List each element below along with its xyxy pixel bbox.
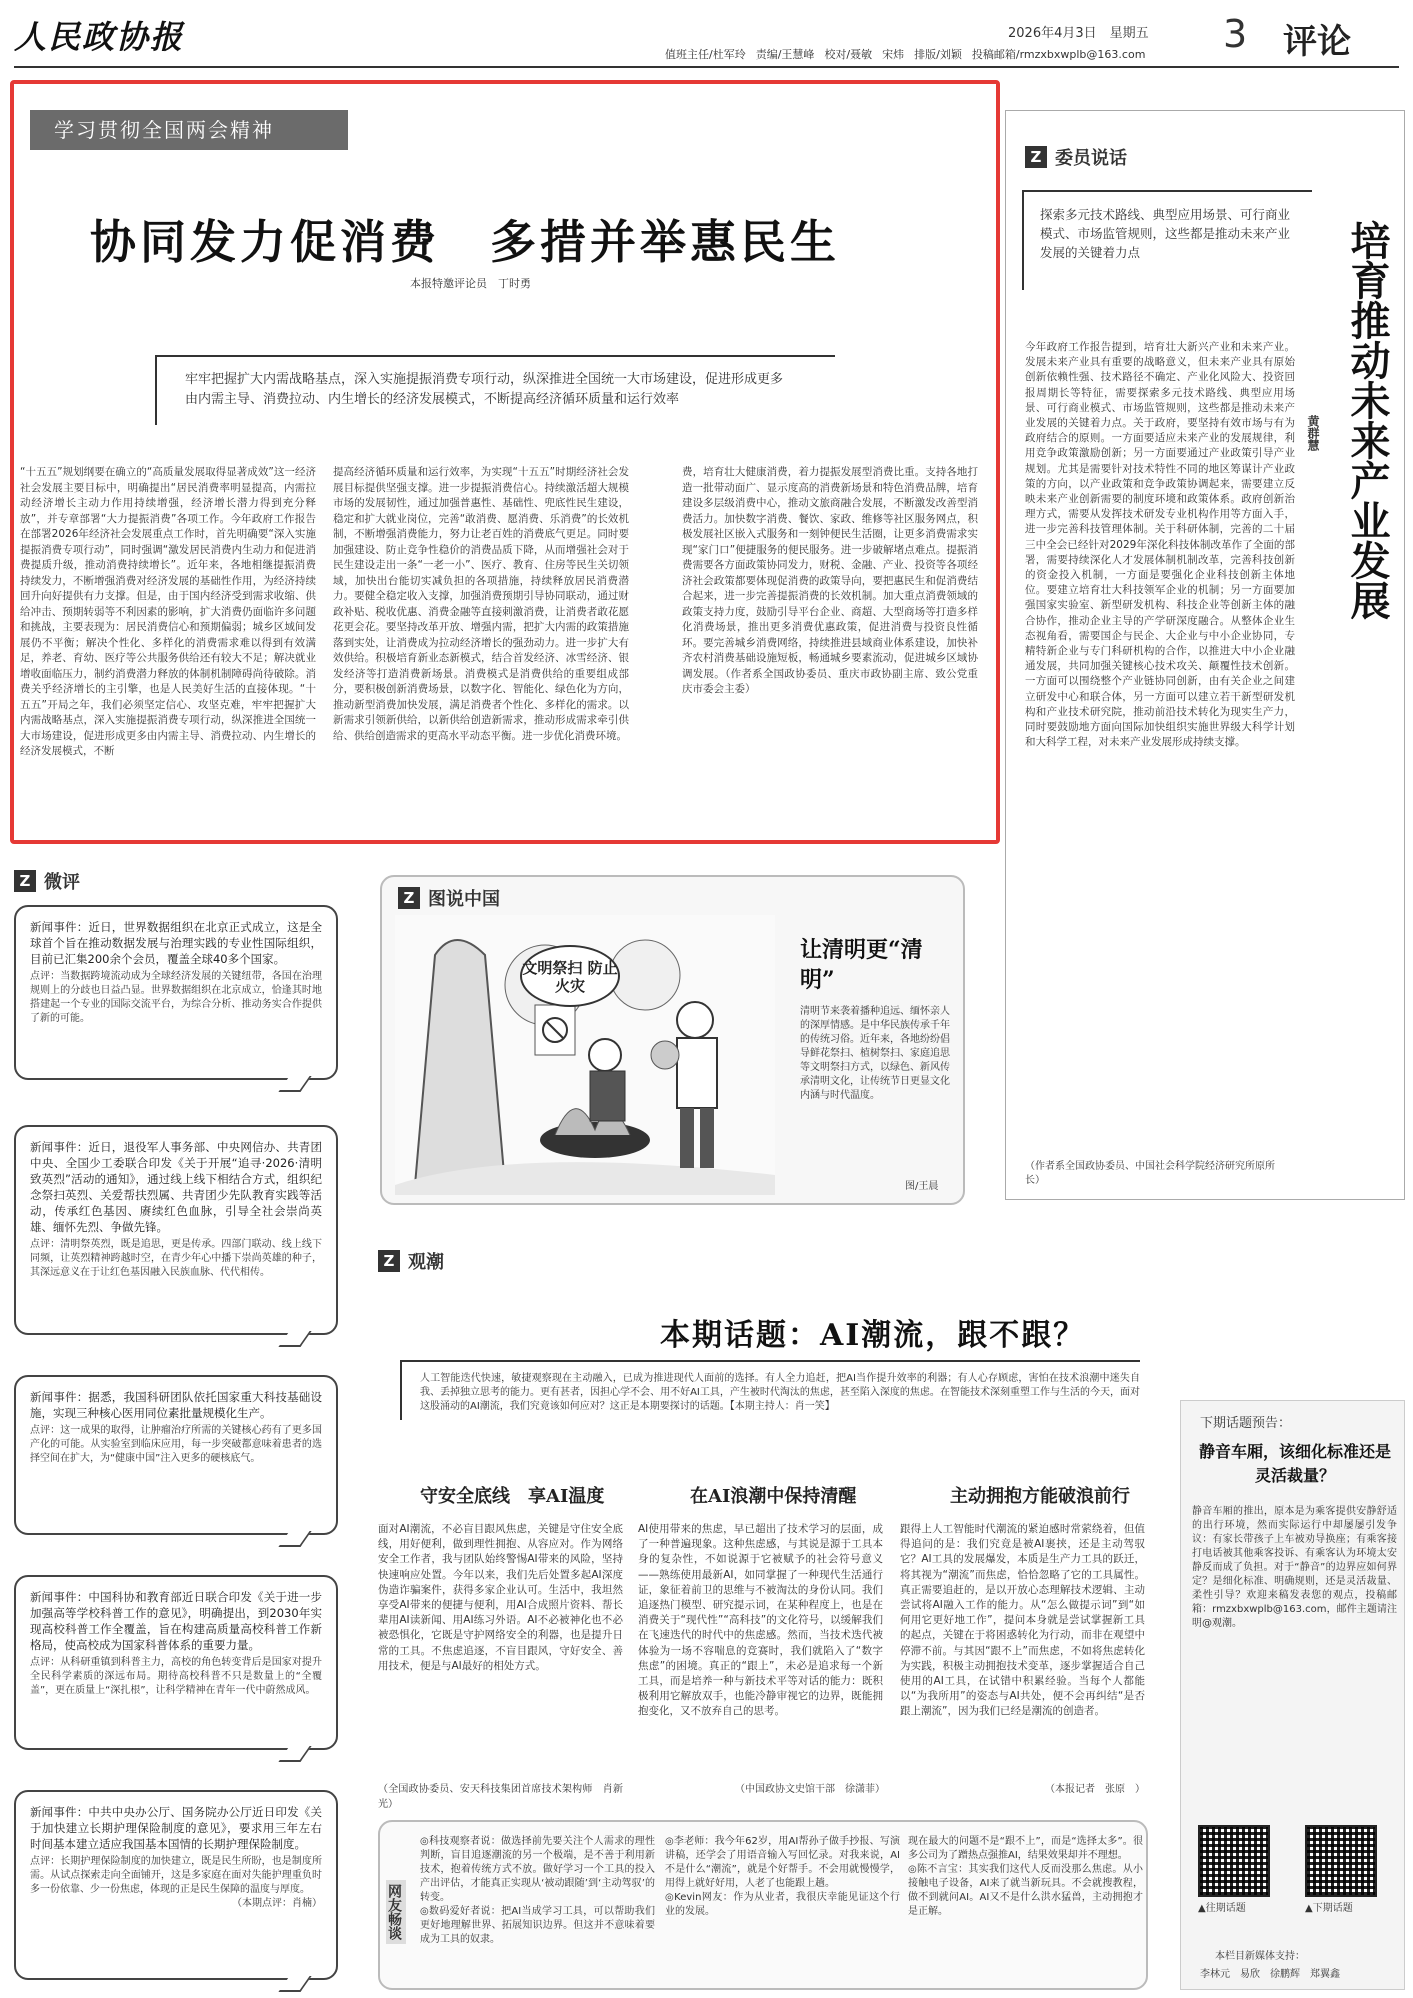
masthead-editors	[665, 46, 1145, 62]
news-comment: 点评：这一成果的取得，让肿瘤治疗所需的关键核心药有了更多国产化的可能。从实验室到临床应用，每一步突破都意味着患者的选择空间在扩大，为“健康中国”注入更多的硬核底气。	[30, 1425, 322, 1464]
guanchao-intro: 人工智能迭代快速，敏捷观察现在主动融入，已成为推进现代人面前的选择。有人全力追赶，把AI当作提升效率的利器；有人心存顾虑，害怕在技术浪潮中迷失自我、丢掉独立思考的能力。更有甚者，因担心学不会、用不好AI工具，产生被时代淘汰的焦虑，甚至陷入深度的焦虑。在智能技术深刻重塑工作与生活的今天，面对这股涌动的AI潮流，我们究竟该如何应对？这正是本期要探讨的话题。【本期主持人：肖一笑】	[420, 1373, 1140, 1412]
qr-next-label: ▲下期话题	[1305, 1903, 1353, 1914]
page-number: 3	[1223, 12, 1248, 56]
tushuo-credit: 图/王晨	[905, 1181, 939, 1192]
news-event: 新闻事件：中国科协和教育部近日联合印发《关于进一步加强高等学校科普工作的意见》，明确提出，到2030年实现高校科普工作全覆盖，旨在构建高质量高校科普工作新格局，使高校成为国家科普体系的重要力量。	[30, 1590, 322, 1652]
tushuo-caption: 清明节来袭着播种追远、缅怀亲人的深厚情感。是中华民族传承千年的传统习俗。近年来，各地纷纷倡导鲜花祭扫、植树祭扫、家庭追思等文明祭扫方式，以绿色、新风传承清明文化，让传统节日更显文化内涵与时代温度。	[800, 1006, 950, 1101]
guanchao-section	[378, 1248, 444, 1274]
weiyuan-body: 今年政府工作报告提到，培育壮大新兴产业和未来产业。发展未来产业具有重要的战略意义，但未来产业具有原始创新依赖性强、技术路径不确定、产业化风险大、投资回报周期长等特征，需要探索多元技术路线、典型应用场景、可行商业模式、市场监管规则，这些都是推动未来产业发展的关键着力点。关于政府，要坚持有效市场与有为政府结合的原则。一方面要适应未来产业的发展规律，利用竞争政策激励创新；另一方面要通过产业政策引导产业规划。尤其是需要针对技术特性不同的地区筹谋计产业政策的方向，以产业政策和竞争政策协调起来，需要建立反映未来产业创新需要的制度环境和政策体系。政府创新治理方式，需要从发挥技术研发专业机构作用等方面入手，进一步完善科技管理体制。关于科研体制，完善的二十届三中全会已经针对2029年深化科技体制改革作了全面的部署，需要持续深化人才发展体制机制改革，完善科技创新的资金投入机制，一方面是要强化企业科技创新主体地位。要建立培育壮大科技领军企业的机制；另一方面要加强国家实验室、新型研发机构、科技企业等创新主体的融合协作，推动企业主导的产学研深度融合。从整体企业生态视角看，需要国企与民企、大企业与中小企业协同，专精特新企业与专门科研机构的合作，以推进大中小企业融通发展，共同加强关键核心技术攻关、颠覆性技术创新。一方面可以围绕整个产业链协同创新，由有关企业之间建立研发中心和联合体，另一方面可以建立若干新型研发机构和产业技术研究院，推动前沿技术转化为现实生产力，同时要鼓励地方面向国际加快组织实施世界级大科学计划和大科学工程，对未来产业发展形成持续支撑。	[1025, 341, 1295, 749]
z-icon: Z	[14, 870, 36, 892]
lead-byline: 本报特邀评论员 丁时勇	[410, 277, 531, 290]
masthead-rule	[14, 66, 1399, 68]
qr-code-past[interactable]	[1198, 1825, 1270, 1897]
z-icon: Z	[1025, 146, 1047, 168]
page-section-name: 评论	[1283, 22, 1351, 62]
qr-past-label: ▲往期话题	[1198, 1903, 1246, 1914]
lead-headline: 协同发力促消费 多措并举惠民生	[90, 215, 840, 269]
editor-layout: 排版/刘颖	[914, 48, 962, 61]
news-comment: 点评：当数据跨境流动成为全球经济发展的关键纽带，各国在治理规则上的分歧也日益凸显。世界数据组织在北京成立，恰逢其时地搭建起一个专业的国际交流平台，为综合分析、推动务实合作提供了新的可能。	[30, 971, 322, 1024]
editor-proof: 校对/聂敏	[824, 48, 873, 61]
weiping-item-4	[14, 1575, 338, 1750]
wangyou-comment: ◎数码爱好者说：把AI当成学习工具，可以帮助我们更好地理解世界、拓展知识边界。但这并不意味着要成为工具的奴隶。	[420, 1906, 655, 1945]
next-topic-title: 静音车厢，该细化标准还是灵活裁量？	[1198, 1442, 1391, 1485]
z-icon: Z	[398, 887, 420, 909]
news-event: 新闻事件：中共中央办公厅、国务院办公厅近日印发《关于加快建立长期护理保险制度的意见》，要求用三年左右时间基本建立适应我国基本国情的长期护理保险制度。	[30, 1805, 322, 1851]
date-text: 2026年4月3日	[1008, 26, 1097, 41]
weiyuan-quote: 探索多元技术路线、典型应用场景、可行商业模式、市场监管规则，这些都是推动未来产业发展的关键着力点	[1040, 207, 1291, 260]
weiping-item-3	[14, 1375, 338, 1535]
wangyou-comment: ◎Kevin网友：作为从业者，我很庆幸能见证这个行业的发展。	[665, 1892, 900, 1917]
weekday-text: 星期五	[1109, 26, 1149, 41]
qr-code-next[interactable]	[1305, 1825, 1377, 1897]
lead-banner: 学习贯彻全国两会精神	[30, 110, 348, 150]
guanchao-topic: 本期话题：AI潮流，跟不跟？	[660, 1318, 1086, 1353]
guanchao-col3-sign: （本报记者 张原 ）	[1045, 1784, 1145, 1795]
weiping-title: 微评	[44, 872, 80, 893]
next-topic-body: 静音车厢的推出，原本是为乘客提供安静舒适的出行环境，然而实际运行中却屡屡引发争议：有家长带孩子上车被劝导换座；有乘客接打电话被其他乘客投诉、有乘客认为环境太安静反而成了负担。对于“静音”的边界应如何界定？是细化标准、明确规则，还是灵活裁量、柔性引导？欢迎来稿发表您的观点，投稿邮箱：rmzxbxwplb@163.com，邮件主题请注明@观潮。	[1192, 1506, 1397, 1629]
weiyuan-author: 黄群慧	[1306, 415, 1320, 451]
wangyou-comment: 现在最大的问题不是“跟不上”，而是“选择太多”。很多公司为了蹭热点强推AI，结果效果却并不理想。	[908, 1836, 1143, 1861]
masthead-logo: 人民政协报	[14, 18, 185, 56]
lead-col-1: “十五五”规划纲要在确立的“高质量发展取得显著成效”这一经济社会发展主要目标中，明确提出“居民消费率明显提高，内需拉动经济增长主动力作用持续增强，经济增长潜力得到充分释放”，并专章部署“大力提振消费”各项工作。今年政府工作报告在部署2026年经济社会发展重点工作时，首先明确要“深入实施提振消费专项行动”，同时强调“激发居民消费内生动力和促进消费提质升级，推动消费持续增长”。近年来，各地相继提振消费持续发力，不断增强消费对经济发展的基础性作用，为经济持续回升向好提供有力支撑。但是，由于国内经济受到需求收缩、供给冲击、预期转弱等不利因素的影响，扩大消费仍面临许多问题和挑战，主要表现为：居民消费信心和预期偏弱；城乡区域间发展仍不平衡；解决个性化、多样化的消费需求难以得到有效满足，养老、育幼、医疗等公共服务供给还有较大不足；解决就业增收面临压力，制约消费潜力释放的体制机制障碍尚待破除。消费关乎经济增长的主引擎，也是人民美好生活的直接体现。“十五五”开局之年，我们必须坚定信心、攻坚克难，牢牢把握扩大内需战略基点，深入实施提振消费专项行动，纵深推进全国统一大市场建设，促进形成更多由内需主导、消费拉动、内生增长的经济发展模式，不断	[20, 466, 316, 757]
lead-col-3: 费，培育壮大健康消费，着力提振发展型消费比重。支持各地打造一批带动面广、显示度高的消费新场景和特色消费品牌，培育建设多层级消费中心，推动文旅商融合发展，不断激发改善型消费活力。加快数字消费、餐饮、家政、维修等社区服务网点，积极发展社区嵌入式服务和一刻钟便民生活圈，让更多消费需求实现“家门口”便捷服务的便民服务。进一步破解堵点难点。提振消费需要各方面政策协同发力，财税、金融、产业、投资等各项经济社会政策都要体现促消费的政策导向，要把惠民生和促消费结合起来，进一步完善提振消费的长效机制。加大重点消费领域的政策支持力度，鼓励引导平台企业、商超、大型商场等打造多样化消费场景，推出更多消费优惠政策，促进消费与投资良性循环。要完善城乡消费网络，持续推进县域商业体系建设，加快补齐农村消费基础设施短板，畅通城乡要素流动，促进城乡区域协调发展。（作者系全国政协委员、重庆市政协副主席、致公党重庆市委会主委）	[682, 466, 978, 695]
guanchao-col2-sign: （中国政协文史馆干部 徐潇菲）	[735, 1784, 885, 1795]
guanchao-col1-body: 面对AI潮流，不必盲目跟风焦虑，关键是守住安全底线，用好便利，做到理性拥抱、从容应对。作为网络安全工作者，我与团队始终警惕AI带来的风险，坚持快速响应处置。今年以来，我们先后处置多起AI深度伪造诈骗案件，获得多家企业认可。生活中，我坦然享受AI带来的便捷与便利，用AI合成照片资料、帮长辈用AI读新闻、用AI练习外语。AI不必被神化也不必被恐惧化，它既是守护网络安全的利器，也是提升日常的工具。不焦虑追逐，不盲目跟风，守好安全、善用技术，便是与AI最好的相处方式。	[378, 1523, 623, 1672]
editor-proof2: 宋炜	[882, 48, 905, 61]
wangyou-label: 网友畅谈	[386, 1880, 406, 1944]
weiyuan-section	[1025, 144, 1127, 170]
tushuo-title: 图说中国	[428, 889, 500, 910]
weiping-item-2	[14, 1125, 338, 1335]
guanchao-col2-title: 在AI浪潮中保持清醒	[690, 1486, 857, 1507]
submission-email[interactable]: 投稿邮箱/rmzxbxwplb@163.com	[971, 48, 1146, 61]
news-event: 新闻事件：近日，世界数据组织在北京正式成立，这是全球首个旨在推动数据发展与治理实践的专业性国际组织，目前已汇集200余个会员，覆盖全球40多个国家。	[30, 920, 322, 966]
wangyou-comment: ◎科技观察者说：做选择前先要关注个人需求的理性判断，盲目追逐潮流的另一个极端，是不善于利用新技术，抱着传统方式不放。做好学习一个工具的投入产出评估，才能真正实现从‘被动跟随’到‘主动驾驭’的转变。	[420, 1836, 655, 1903]
support-label: 本栏目新媒体支持：	[1215, 1951, 1305, 1962]
wangyou-col3	[908, 1835, 1143, 1985]
support-names: 李林元 易欣 徐鹏辉 郑翼鑫	[1200, 1969, 1340, 1980]
editor-chief: 责编/王慧峰	[755, 48, 815, 61]
news-event: 新闻事件：据悉，我国科研团队依托国家重大科技基础设施，实现三种核心医用同位素批量规模化生产。	[30, 1390, 322, 1420]
news-comment: 点评：清明祭英烈，既是追思，更是传承。四部门联动、线上线下同频，让英烈精神跨越时空，在青少年心中播下崇尚英雄的种子，其深远意义在于让红色基因融入民族血脉、代代相传。	[30, 1239, 322, 1278]
comment-sign: （本期点评：肖楠）	[232, 1898, 322, 1909]
guanchao-col1-title: 守安全底线 享AI温度	[420, 1486, 605, 1507]
wangyou-col2	[665, 1835, 900, 1985]
guanchao-col2-body: AI使用带来的焦虑，早已超出了技术学习的层面，成了一种普遍现象。这种焦虑感，与其说是源于工具本身的复杂性，不如说源于它被赋予的社会符号意义——熟练使用最新AI，如同掌握了一种现代生活通行证，象征着前卫的思维与不被淘汰的身份认同。我们追逐热门模型、研究提示词，在某种程度上，也是在消费关于“现代性”“高科技”的文化符号，以缓解我们在飞速迭代的时代中的焦虑感。然而，当技术迭代被体验为一场不容喘息的竞赛时，我们就陷入了“数字焦虑”的困境。真正的“跟上”，未必是追求每一个新工具，而是培养一种与新技术平等对话的能力：既积极利用它解放双手，也能冷静审视它的边界，既能拥抱变化，又不放弃自己的思考。	[638, 1523, 883, 1718]
issue-date	[1008, 22, 1149, 41]
guanchao-col3-body: 跟得上人工智能时代潮流的紧迫感时常萦绕着，但值得追问的是：我们究竟是被AI裹挟，还是主动驾驭它？AI工具的发展爆发，本质是生产力工具的跃迁，将其视为“潮流”而焦虑，恰恰忽略了它的工具属性。真正需要追赶的，是以开放心态理解技术逻辑、主动尝试将AI融入工作的能力。从“怎么做提示词”到“如何用它更好地工作”，提问本身就是尝试掌握新工具的起点，关键在于将困惑转化为行动，而非在观望中停滞不前。与其因“跟不上”而焦虑，不如将焦虑转化为实践，积极主动拥抱技术变革，逐步掌握适合自己使用的AI工具，在试错中积累经验。当每个人都能以“为我所用”的姿态与AI共处，便不会再纠结“是否跟上潮流”，因为我们已经是潮流的创造者。	[900, 1523, 1145, 1718]
news-comment: 点评：长期护理保险制度的加快建立，既是民生所盼，也是制度所需。从试点探索走向全面铺开，这是多家庭在面对失能护理重负时多一份依靠、少一份焦虑，体现的正是民生保障的温度与厚度。	[30, 1856, 322, 1895]
weiyuan-title: 委员说话	[1055, 148, 1127, 169]
guanchao-col3-title: 主动拥抱方能破浪前行	[950, 1486, 1130, 1507]
wangyou-comment: ◎陈不言宝：其实我们这代人反而没那么焦虑。从小接触电子设备，AI来了就当新玩具。不会就搜教程，做不到就问AI。AI又不是什么洪水猛兽，主动拥抱才是正解。	[908, 1864, 1143, 1917]
guanchao-col1-sign: （全国政协委员、安天科技集团首席技术架构师 肖新光）	[378, 1784, 623, 1810]
tushuo-caption-title: 让清明更“清明”	[800, 937, 923, 993]
weiping-item-1	[14, 905, 338, 1080]
next-topic-label: 下期话题预告：	[1200, 1416, 1292, 1431]
guanchao-title: 观潮	[408, 1252, 444, 1273]
weiping-item-5	[14, 1790, 338, 1980]
cartoon-sign-bubble: 文明祭扫 防止火灾	[520, 945, 620, 1007]
weiping-section	[14, 868, 80, 894]
wangyou-comment: ◎李老师：我今年62岁，用AI帮孙子做手抄报、写演讲稿，还学会了用语音输入写回忆录。对我来说，AI不是什么“潮流”，就是个好帮手。不会用就慢慢学，用得上就好好用，人老了也能跟上趟。	[665, 1836, 900, 1889]
weiyuan-headline: 培育推动未来产业发展	[1344, 220, 1391, 620]
wangyou-col1	[420, 1835, 655, 1985]
editor-duty: 值班主任/杜军玲	[665, 48, 746, 61]
news-event: 新闻事件：近日，退役军人事务部、中央网信办、共青团中央、全国少工委联合印发《关于开展“追寻·2026·清明致英烈”活动的通知》，通过线上线下相结合方式，组织纪念祭扫英烈、关爱帮扶烈属、共青团少先队教育实践等活动，传承红色基因、赓续红色血脉，引导全社会崇尚英雄、缅怀先烈、争做先锋。	[30, 1140, 322, 1234]
weiyuan-sign: （作者系全国政协委员、中国社会科学院经济研究所原所长）	[1025, 1161, 1275, 1186]
tushuo-section	[398, 885, 500, 911]
z-icon: Z	[378, 1250, 400, 1272]
news-comment: 点评：从科研重镇到科普主力，高校的角色转变背后是国家对提升全民科学素质的深远布局。期待高校科普不只是数量上的“全覆盖”，更在质量上“深扎根”，让科学精神在青年一代中蔚然成风。	[30, 1657, 322, 1696]
lead-summary: 牢牢把握扩大内需战略基点，深入实施提振消费专项行动，纵深推进全国统一大市场建设，促进形成更多由内需主导、消费拉动、内生增长的经济发展模式，不断提高经济循环质量和运行效率	[185, 372, 784, 407]
lead-col-2: 提高经济循环质量和运行效率，为实现“十五五”时期经济社会发展目标提供坚强支撑。进一步提振消费信心。持续激活超大规模市场的发展韧性，通过加强普惠性、基础性、兜底性民生建设，稳定和扩大就业岗位，完善“敢消费、愿消费、乐消费”的长效机制，不断增强消费能力，努力让老百姓的消费底气更足。同时要加强建设、防止竞争性稳价的消费品质下降，从而增强社会对于民生建设走出一条“一老一小”、医疗、教育、住房等民生关切领域，加快出台能切实减负担的各项措施，持续释放居民消费潜力。要健全稳定收入支撑，加强消费预期引导协同联动，通过财政补贴、税收优惠、消费金融等直接刺激消费，让消费者敢花愿花更会花。要坚持改革开放、增强内需，把扩大内需的政策措施落到实处，让消费成为拉动经济增长的强劲动力。进一步扩大有效供给。积极培育新业态新模式，结合首发经济、冰雪经济、银发经济等打造消费新场景。消费模式是消费供给的重要组成部分，要积极创新消费场景，以数字化、智能化、绿色化为方向，推动新型消费加快发展，满足消费者个性化、多样化的需求。以新需求引领新供给，以新供给创造新需求，推动形成需求牵引供给、供给创造需求的更高水平动态平衡。进一步优化消费环境。	[333, 466, 629, 742]
